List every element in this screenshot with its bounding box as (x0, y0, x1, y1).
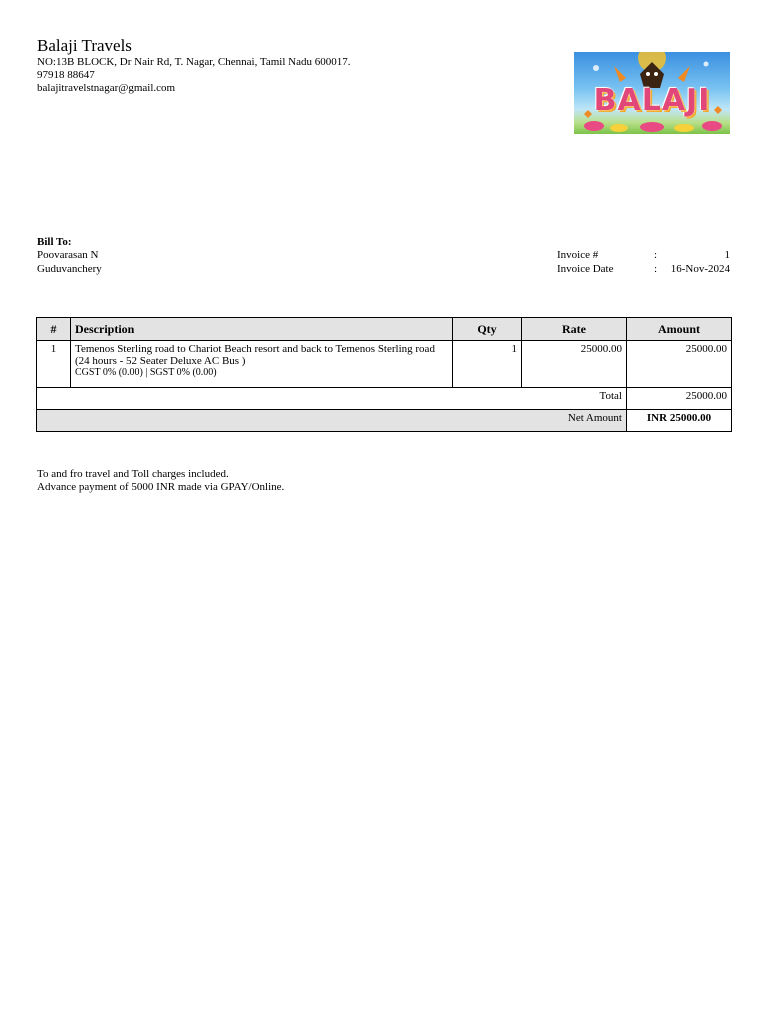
company-name: Balaji Travels (37, 36, 132, 55)
company-address: NO:13B BLOCK, Dr Nair Rd, T. Nagar, Chennai, Tamil Nadu 600017. (37, 56, 351, 68)
invoice-date-label: Invoice Date (557, 263, 614, 275)
total-value: 25000.00 (627, 388, 732, 410)
item-number: 1 (37, 341, 71, 388)
bill-to-name: Poovarasan N (37, 249, 99, 261)
item-description: Temenos Sterling road to Chariot Beach resort and back to Temenos Sterling road (24 hours - 52 Seater Deluxe AC Bus ) (75, 343, 435, 367)
invoice-date: 16-Nov-2024 (670, 263, 730, 275)
total-label: Total (37, 388, 627, 410)
company-email: balajitravelstnagar@gmail.com (37, 82, 176, 94)
item-description-cell (71, 341, 453, 388)
table-row (37, 341, 732, 388)
invoice-number: 1 (724, 249, 730, 261)
note-line: To and fro travel and Toll charges included. (37, 468, 229, 480)
table-header-row (37, 318, 732, 341)
invoice-number-label: Invoice # (557, 249, 599, 261)
company-phone: 97918 88647 (37, 69, 95, 81)
item-tax: CGST 0% (0.00) | SGST 0% (0.00) (75, 367, 217, 378)
logo-text: BALAJI (593, 83, 711, 118)
net-amount-label: Net Amount (37, 410, 627, 432)
invoice-items-table (36, 317, 732, 432)
header-description: Description (71, 318, 453, 341)
invoice-notes (37, 468, 284, 494)
total-row (37, 388, 732, 410)
company-logo (574, 52, 730, 134)
header-qty: Qty (453, 318, 522, 341)
invoice-number-colon: : (654, 249, 658, 261)
net-amount-row (37, 410, 732, 432)
bill-to-place: Guduvanchery (37, 263, 102, 275)
item-amount: 25000.00 (627, 341, 732, 388)
bill-to-label: Bill To: (37, 236, 72, 248)
item-rate: 25000.00 (522, 341, 627, 388)
header-rate: Rate (522, 318, 627, 341)
item-qty: 1 (453, 341, 522, 388)
invoice-date-colon: : (654, 263, 658, 275)
header-amount: Amount (627, 318, 732, 341)
note-line: Advance payment of 5000 INR made via GPAY/Online. (37, 481, 285, 493)
net-amount-value: INR 25000.00 (627, 410, 732, 432)
header-number: # (37, 318, 71, 341)
